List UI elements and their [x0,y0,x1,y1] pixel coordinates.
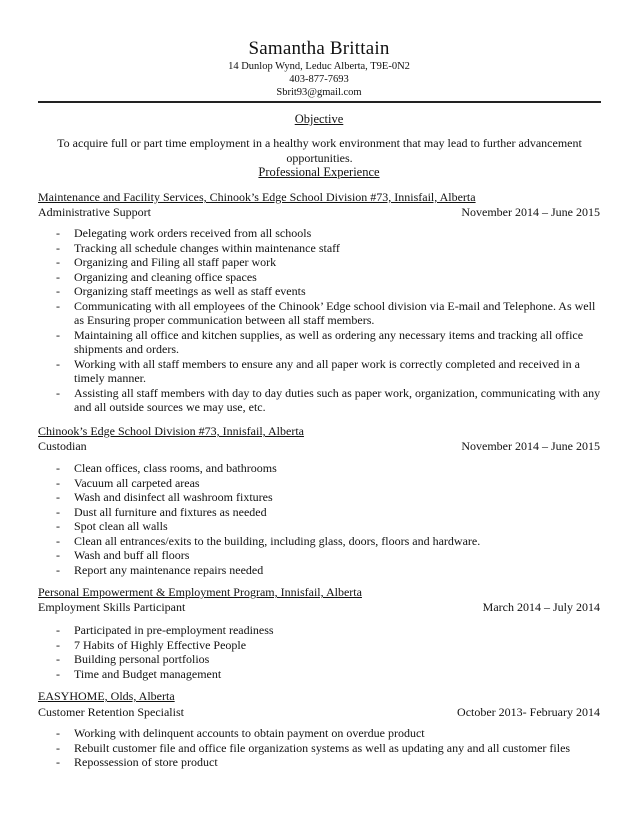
list-item: - Maintaining all office and kitchen supplies, as well as ordering any necessary items and tracking all office shipments and orders. [56,328,601,357]
objective-heading: Objective [294,112,344,126]
list-item: - Vacuum all carpeted areas [56,476,601,491]
job-employer: Chinook’s Edge School Division #73, Innisfail, Alberta [38,424,304,438]
list-item: - Participated in pre-employment readiness [56,623,601,638]
job-dates: March 2014 – July 2014 [482,600,600,614]
list-item: - 7 Habits of Highly Effective People [56,638,601,653]
list-item: - Organizing staff meetings as well as staff events [56,284,601,299]
list-item: - Building personal portfolios [56,652,601,667]
job-duties-list [56,726,601,770]
list-item: - Working with all staff members to ensure any and all paper work is correctly completed and received in a timely manner. [56,357,601,386]
job-duties-list [56,461,601,577]
list-item: - Report any maintenance repairs needed [56,563,601,578]
address: 14 Dunlop Wynd, Leduc Alberta, T9E-0N2 [228,61,410,72]
email-address: Sbrit93@gmail.com [276,87,362,98]
objective-text: To acquire full or part time employment in a healthy work environment that may lead to further advancement opportunities. [57,136,582,165]
list-item: - Dust all furniture and fixtures as needed [56,505,601,520]
job-role: Employment Skills Participant [38,600,186,614]
list-item: - Organizing and cleaning office spaces [56,270,601,285]
list-item: - Wash and buff all floors [56,548,601,563]
list-item: - Spot clean all walls [56,519,601,534]
job-dates: November 2014 – June 2015 [461,439,600,453]
job-employer: Personal Empowerment & Employment Program, Innisfail, Alberta [38,585,362,599]
list-item: - Time and Budget management [56,667,601,682]
list-item: - Organizing and Filing all staff paper work [56,255,601,270]
list-item: - Wash and disinfect all washroom fixtures [56,490,601,505]
job-duties-list [56,623,601,681]
list-item: - Clean all entrances/exits to the building, including glass, doors, floors and hardware. [56,534,601,549]
job-dates: October 2013- February 2014 [457,705,600,719]
list-item: - Communicating with all employees of the Chinook’ Edge school division via E-mail and Telephone. As well as Ensuring proper communication between all staff members. [56,299,601,328]
list-item: - Repossession of store product [56,755,601,770]
list-item: - Tracking all schedule changes within maintenance staff [56,241,601,256]
job-employer: EASYHOME, Olds, Alberta [38,689,175,703]
list-item: - Assisting all staff members with day to day duties such as paper work, organization, communicating with any and all outside sources we may use, etc. [56,386,601,415]
list-item: - Clean offices, class rooms, and bathrooms [56,461,601,476]
job-role: Customer Retention Specialist [38,705,184,719]
list-item: - Rebuilt customer file and office file organization systems as well as updating any and all customer files [56,741,601,756]
header-divider [38,101,601,103]
candidate-name: Samantha Brittain [248,38,390,59]
job-role: Administrative Support [38,205,151,219]
experience-heading: Professional Experience [258,165,380,179]
job-duties-list [56,226,601,415]
job-role: Custodian [38,439,87,453]
list-item: - Delegating work orders received from all schools [56,226,601,241]
phone-number: 403-877-7693 [289,74,349,85]
job-dates: November 2014 – June 2015 [461,205,600,219]
job-employer: Maintenance and Facility Services, Chinook’s Edge School Division #73, Innisfail, Alberta [38,190,476,204]
list-item: - Working with delinquent accounts to obtain payment on overdue product [56,726,601,741]
